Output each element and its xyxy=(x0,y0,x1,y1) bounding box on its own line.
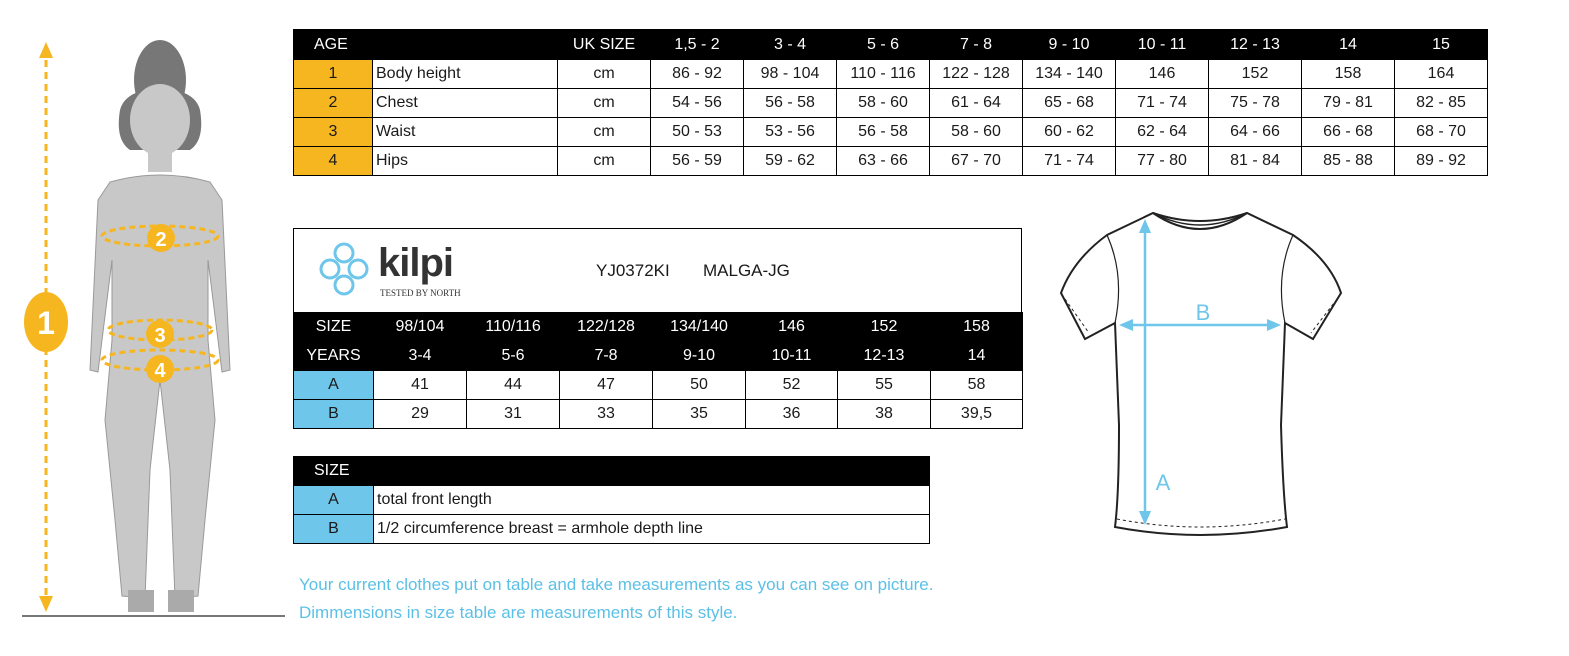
svg-text:3: 3 xyxy=(154,325,166,347)
cell: 38 xyxy=(838,400,931,429)
cell: 122 - 128 xyxy=(930,60,1023,89)
cell: 33 xyxy=(560,400,653,429)
cell: 29 xyxy=(374,400,467,429)
svg-text:1: 1 xyxy=(37,305,55,341)
row-number: 2 xyxy=(294,89,373,118)
cell: 58 xyxy=(931,371,1023,400)
cell: 68 - 70 xyxy=(1395,118,1488,147)
row-key: B xyxy=(294,400,374,429)
cell: 89 - 92 xyxy=(1395,147,1488,176)
cell: 52 xyxy=(746,371,838,400)
table-row xyxy=(294,60,1488,89)
cell: 61 - 64 xyxy=(930,89,1023,118)
row-label: Waist xyxy=(373,118,558,147)
legend-table xyxy=(293,456,930,544)
cell: 79 - 81 xyxy=(1302,89,1395,118)
row-label: Hips xyxy=(373,147,558,176)
cell: 164 xyxy=(1395,60,1488,89)
table-row xyxy=(294,515,930,544)
cell: 62 - 64 xyxy=(1116,118,1209,147)
age-header: AGE xyxy=(294,30,558,60)
years-cell: 12-13 xyxy=(838,342,931,371)
size-col: 15 xyxy=(1395,30,1488,60)
size-col: 7 - 8 xyxy=(930,30,1023,60)
years-label: YEARS xyxy=(294,342,374,371)
years-cell: 5-6 xyxy=(467,342,560,371)
cell: 134 - 140 xyxy=(1023,60,1116,89)
cell: 98 - 104 xyxy=(744,60,837,89)
size-cell: 98/104 xyxy=(374,313,467,342)
size-col: 12 - 13 xyxy=(1209,30,1302,60)
cell: 56 - 58 xyxy=(837,118,930,147)
cell: 67 - 70 xyxy=(930,147,1023,176)
measure-b-label: B xyxy=(1195,300,1211,325)
cell: 31 xyxy=(467,400,560,429)
body-size-table xyxy=(293,29,1488,176)
table-row xyxy=(294,118,1488,147)
row-unit: cm xyxy=(558,60,651,89)
cell: 146 xyxy=(1116,60,1209,89)
cell: 39,5 xyxy=(931,400,1023,429)
size-label: SIZE xyxy=(294,313,374,342)
badge-3 xyxy=(146,320,174,348)
row-unit: cm xyxy=(558,89,651,118)
years-cell: 7-8 xyxy=(560,342,653,371)
cell: 82 - 85 xyxy=(1395,89,1488,118)
body-measurement-figure xyxy=(0,30,285,630)
years-cell: 10-11 xyxy=(746,342,838,371)
years-cell: 3-4 xyxy=(374,342,467,371)
cell: 41 xyxy=(374,371,467,400)
product-years-row xyxy=(294,342,1023,371)
table-row xyxy=(294,147,1488,176)
size-cell: 158 xyxy=(931,313,1023,342)
cell: 85 - 88 xyxy=(1302,147,1395,176)
size-cell: 110/116 xyxy=(467,313,560,342)
table-row xyxy=(294,400,1023,429)
note-line-1: Your current clothes put on table and take measurements as you can see on picture. xyxy=(299,575,934,594)
tshirt-diagram xyxy=(1055,205,1350,545)
cell: 47 xyxy=(560,371,653,400)
row-number: 3 xyxy=(294,118,373,147)
svg-text:2: 2 xyxy=(155,229,167,251)
size-cell: 152 xyxy=(838,313,931,342)
kilpi-knot-icon xyxy=(316,239,372,299)
badge-2 xyxy=(147,224,175,252)
product-code: YJ0372KI xyxy=(596,261,670,280)
legend-desc: 1/2 circumference breast = armhole depth line xyxy=(374,515,930,544)
cell: 66 - 68 xyxy=(1302,118,1395,147)
table-row xyxy=(294,371,1023,400)
row-label: Chest xyxy=(373,89,558,118)
cell: 53 - 56 xyxy=(744,118,837,147)
cell: 75 - 78 xyxy=(1209,89,1302,118)
size-table-header xyxy=(294,30,1488,60)
row-number: 1 xyxy=(294,60,373,89)
legend-key: B xyxy=(294,515,374,544)
svg-text:4: 4 xyxy=(154,360,166,382)
legend-header-row xyxy=(294,457,930,486)
years-cell: 9-10 xyxy=(653,342,746,371)
legend-key: A xyxy=(294,486,374,515)
cell: 63 - 66 xyxy=(837,147,930,176)
badge-1 xyxy=(24,292,68,352)
cell: 35 xyxy=(653,400,746,429)
product-header-box xyxy=(293,228,1022,313)
cell: 110 - 116 xyxy=(837,60,930,89)
badge-4 xyxy=(146,355,174,383)
cell: 56 - 58 xyxy=(744,89,837,118)
size-cell: 134/140 xyxy=(653,313,746,342)
cell: 58 - 60 xyxy=(837,89,930,118)
size-cell: 122/128 xyxy=(560,313,653,342)
cell: 44 xyxy=(467,371,560,400)
cell: 56 - 59 xyxy=(651,147,744,176)
legend-desc: total front length xyxy=(374,486,930,515)
row-label: Body height xyxy=(373,60,558,89)
cell: 54 - 56 xyxy=(651,89,744,118)
table-row xyxy=(294,89,1488,118)
cell: 50 - 53 xyxy=(651,118,744,147)
cell: 60 - 62 xyxy=(1023,118,1116,147)
row-unit: cm xyxy=(558,118,651,147)
cell: 58 - 60 xyxy=(930,118,1023,147)
cell: 36 xyxy=(746,400,838,429)
size-col: 10 - 11 xyxy=(1116,30,1209,60)
table-row xyxy=(294,486,930,515)
cell: 50 xyxy=(653,371,746,400)
size-col: 3 - 4 xyxy=(744,30,837,60)
product-name: MALGA-JG xyxy=(703,261,790,280)
cell: 65 - 68 xyxy=(1023,89,1116,118)
cell: 71 - 74 xyxy=(1023,147,1116,176)
cell: 59 - 62 xyxy=(744,147,837,176)
row-key: A xyxy=(294,371,374,400)
size-col: 1,5 - 2 xyxy=(651,30,744,60)
kilpi-logo-text: kilpi xyxy=(378,241,454,285)
row-number: 4 xyxy=(294,147,373,176)
cell: 77 - 80 xyxy=(1116,147,1209,176)
cell: 71 - 74 xyxy=(1116,89,1209,118)
size-col: 14 xyxy=(1302,30,1395,60)
kilpi-tagline: TESTED BY NORTH xyxy=(380,288,461,298)
cell: 81 - 84 xyxy=(1209,147,1302,176)
years-cell: 14 xyxy=(931,342,1023,371)
uk-size-header: UK SIZE xyxy=(558,30,651,60)
product-size-row xyxy=(294,313,1023,342)
row-unit: cm xyxy=(558,147,651,176)
cell: 158 xyxy=(1302,60,1395,89)
size-col: 5 - 6 xyxy=(837,30,930,60)
product-size-table xyxy=(293,312,1023,429)
legend-header: SIZE xyxy=(294,457,930,486)
size-cell: 146 xyxy=(746,313,838,342)
note-line-2: Dimmensions in size table are measurements of this style. xyxy=(299,603,738,622)
cell: 55 xyxy=(838,371,931,400)
size-col: 9 - 10 xyxy=(1023,30,1116,60)
tshirt-outline xyxy=(1061,213,1341,535)
measure-a-label: A xyxy=(1155,470,1171,495)
cell: 86 - 92 xyxy=(651,60,744,89)
cell: 64 - 66 xyxy=(1209,118,1302,147)
cell: 152 xyxy=(1209,60,1302,89)
